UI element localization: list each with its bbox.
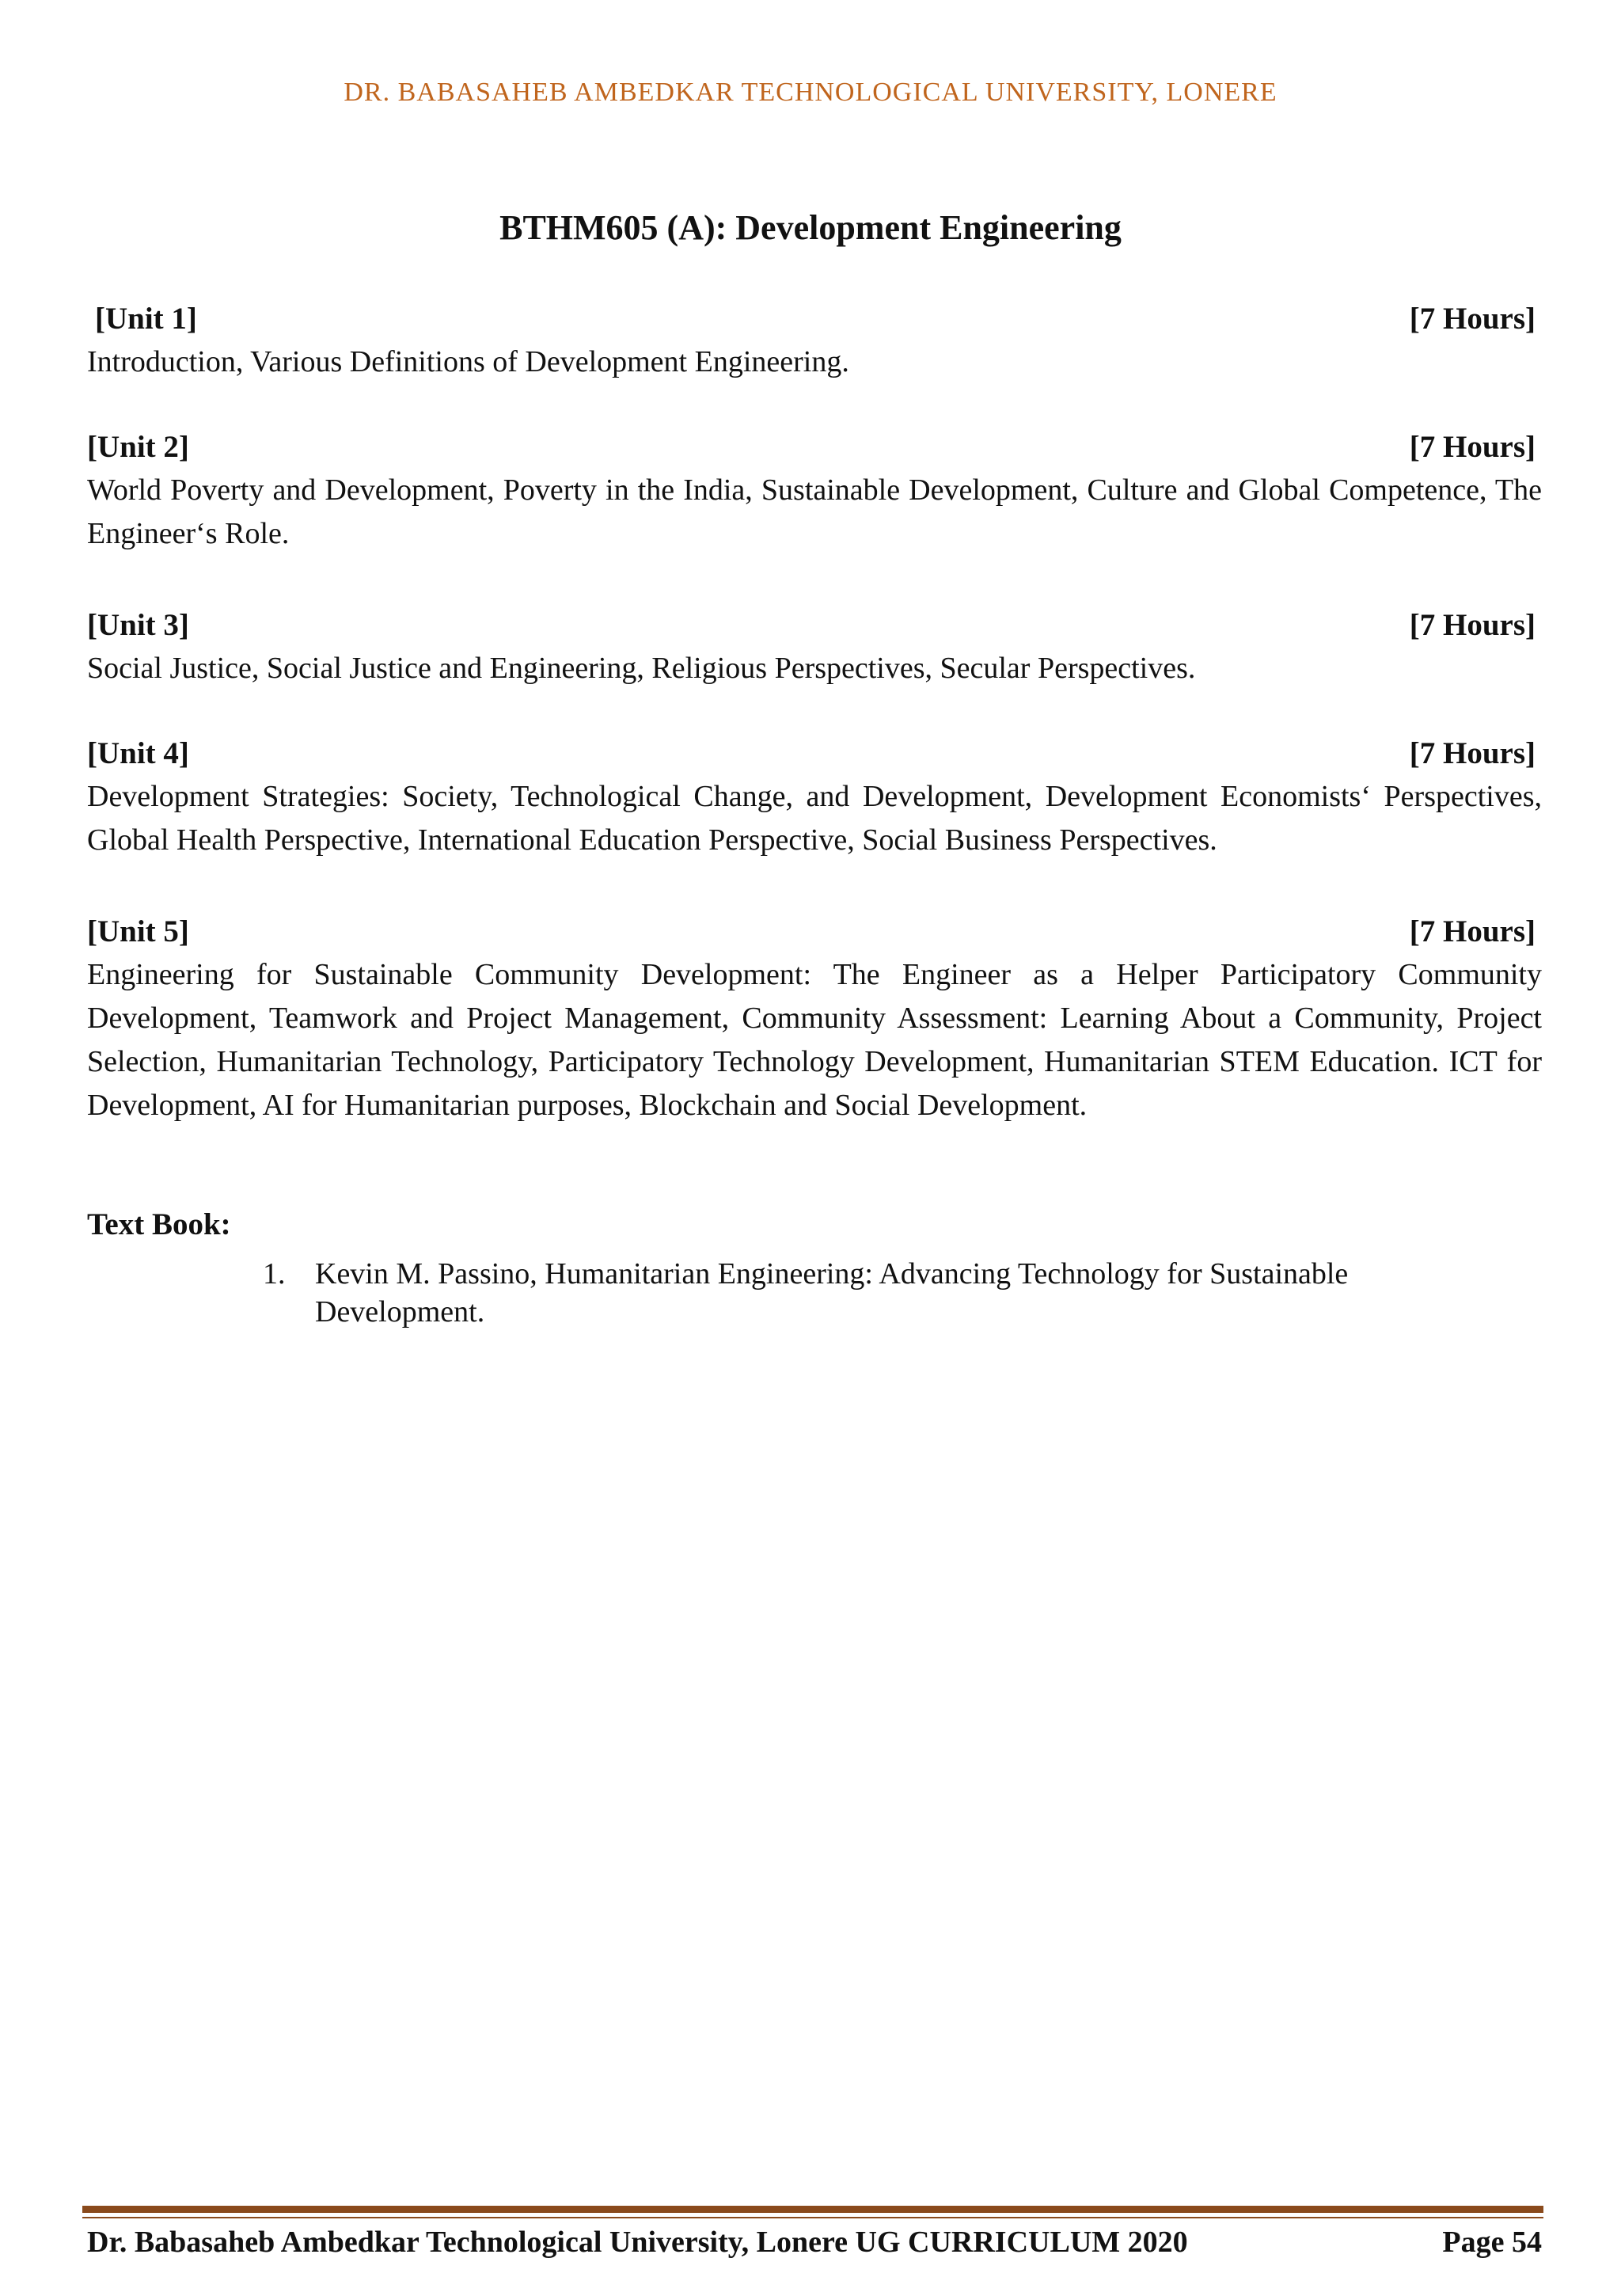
text-book-item (263, 1255, 1466, 1331)
footer-university: Dr. Babasaheb Ambedkar Technological University, Lonere UG CURRICULUM 2020 (87, 2226, 1188, 2259)
unit-content: World Poverty and Development, Poverty in the India, Sustainable Development, Culture and Global Competence, The Engineer‘s Role. (87, 473, 1542, 550)
unit-label: [Unit 3] (87, 608, 189, 642)
unit-section-5 (87, 910, 1542, 1127)
unit-heading (87, 426, 1542, 469)
unit-content: Social Justice, Social Justice and Engineering, Religious Perspectives, Secular Perspectives. (87, 652, 1196, 685)
unit-label: [Unit 5] (87, 914, 189, 948)
unit-label: [Unit 2] (87, 430, 189, 464)
text-book-reference: Kevin M. Passino, Humanitarian Engineering: Advancing Technology for Sustainable Development. (315, 1257, 1349, 1329)
unit-hours: [7 Hours] (1409, 430, 1536, 464)
unit-heading (87, 910, 1542, 953)
unit-hours: [7 Hours] (1409, 914, 1536, 948)
unit-label: [Unit 1] (95, 302, 197, 336)
text-book-heading: Text Book: (87, 1207, 231, 1241)
unit-section-1 (87, 298, 1542, 384)
unit-hours: [7 Hours] (1409, 608, 1536, 642)
page-header: DR. BABASAHEB AMBEDKAR TECHNOLOGICAL UNIVERSITY, LONERE (344, 78, 1277, 107)
unit-content: Engineering for Sustainable Community Development: The Engineer as a Helper Participatory Community Development, Teamwork and Project Management, Community Assessment: Learning About a Community, Project Selection, Humanitarian Technology, Participatory Technology Development, Humanitarian STEM Education. ICT for Development, AI for Humanitarian purposes, Blockchain and Social Development. (87, 958, 1542, 1122)
unit-heading (87, 298, 1542, 340)
unit-hours: [7 Hours] (1409, 302, 1536, 336)
course-title: BTHM605 (A): Development Engineering (499, 208, 1122, 247)
unit-section-4 (87, 732, 1542, 862)
page-number: Page 54 (1442, 2226, 1542, 2259)
unit-hours: [7 Hours] (1409, 736, 1536, 770)
unit-heading (87, 732, 1542, 775)
unit-section-3 (87, 604, 1542, 690)
unit-section-2 (87, 426, 1542, 556)
page-footer (87, 2225, 1545, 2260)
list-number: 1. (263, 1257, 286, 1291)
footer-rule-thick (82, 2206, 1543, 2213)
unit-content: Introduction, Various Definitions of Development Engineering. (87, 345, 849, 378)
unit-content: Development Strategies: Society, Technological Change, and Development, Development Economists‘ Perspectives, Global Health Perspective, International Education Perspective, Social Business Perspectives. (87, 780, 1542, 857)
unit-label: [Unit 4] (87, 736, 189, 770)
footer-rule-thin (82, 2217, 1543, 2218)
unit-heading (87, 604, 1542, 647)
